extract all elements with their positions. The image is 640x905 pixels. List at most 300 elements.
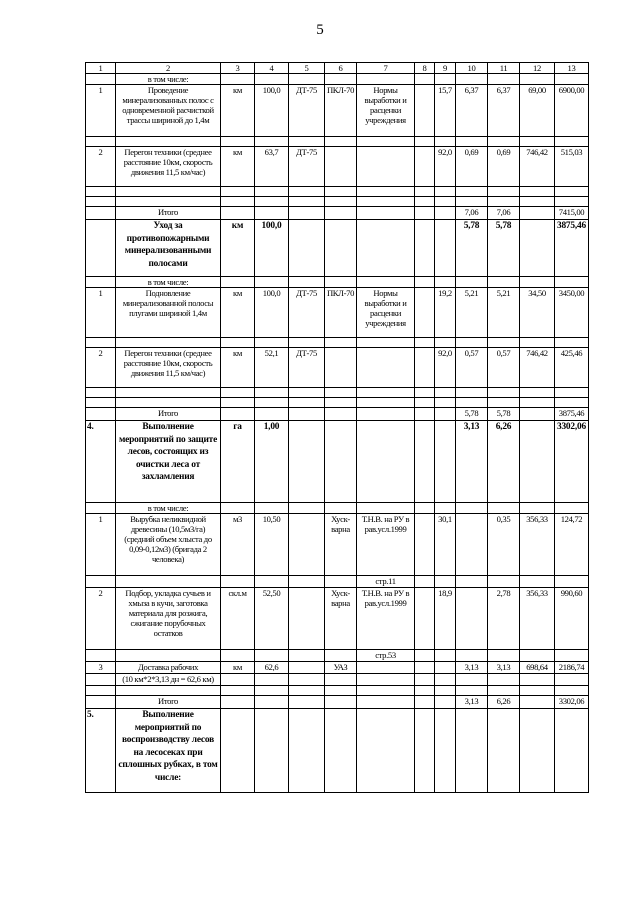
table-cell — [488, 338, 520, 348]
header-cell: 6 — [325, 63, 357, 74]
table-cell: 7,06 — [488, 207, 520, 220]
table-row — [86, 147, 589, 187]
table-cell — [456, 709, 488, 793]
table-cell — [221, 398, 255, 408]
table-cell — [435, 220, 456, 277]
table-cell — [357, 197, 415, 207]
table-cell: 52,1 — [255, 348, 289, 388]
table-cell — [289, 207, 325, 220]
work-description-cell: Перегон техники (среднее расстояние 10км, скорость движения 11,5 км/час) — [116, 348, 221, 388]
table-cell — [86, 576, 116, 588]
work-description-cell — [116, 686, 221, 696]
table-cell — [555, 197, 589, 207]
table-cell — [488, 709, 520, 793]
table-cell — [435, 277, 456, 288]
table-cell — [289, 277, 325, 288]
table-cell — [325, 147, 357, 187]
table-row — [86, 220, 589, 277]
table-cell — [325, 696, 357, 709]
work-description-cell: Итого — [116, 696, 221, 709]
table-cell: 746,42 — [520, 147, 555, 187]
table-cell — [357, 398, 415, 408]
table-cell: ДТ-75 — [289, 348, 325, 388]
table-cell — [357, 147, 415, 187]
table-cell — [86, 137, 116, 147]
table-cell — [435, 674, 456, 686]
works-table — [85, 62, 589, 793]
table-cell: 92,0 — [435, 348, 456, 388]
table-row — [86, 137, 589, 147]
table-cell — [325, 408, 357, 421]
table-cell: 746,42 — [520, 348, 555, 388]
table-cell — [255, 674, 289, 686]
table-cell: 515,03 — [555, 147, 589, 187]
work-description-cell: (10 км*2*3,13 дн = 62,6 км) — [116, 674, 221, 686]
table-cell — [435, 74, 456, 85]
table-cell — [357, 686, 415, 696]
table-row — [86, 398, 589, 408]
table-row — [86, 650, 589, 662]
table-cell — [289, 588, 325, 650]
table-cell — [435, 709, 456, 793]
table-cell — [415, 408, 435, 421]
table-cell: 1 — [86, 514, 116, 576]
table-cell — [255, 398, 289, 408]
table-cell — [520, 709, 555, 793]
table-cell — [435, 187, 456, 197]
table-cell — [325, 197, 357, 207]
table-cell — [415, 338, 435, 348]
work-description-cell: Итого — [116, 408, 221, 421]
work-description-cell: Выполнение мероприятий по защите лесов, состоящих из очистки леса от захламления — [116, 421, 221, 503]
table-cell — [86, 207, 116, 220]
table-cell — [415, 696, 435, 709]
header-cell: 3 — [221, 63, 255, 74]
table-cell — [456, 187, 488, 197]
table-cell — [415, 588, 435, 650]
table-cell: 2186,74 — [555, 662, 589, 674]
table-cell — [325, 398, 357, 408]
table-cell — [221, 137, 255, 147]
table-row — [86, 674, 589, 686]
table-cell — [86, 197, 116, 207]
table-cell — [456, 588, 488, 650]
table-cell — [289, 421, 325, 503]
table-cell: 2 — [86, 348, 116, 388]
table-row — [86, 348, 589, 388]
table-row — [86, 85, 589, 137]
table-cell: 63,7 — [255, 147, 289, 187]
table-cell — [415, 686, 435, 696]
table-cell — [488, 187, 520, 197]
table-cell — [415, 147, 435, 187]
table-cell — [488, 277, 520, 288]
table-cell — [221, 187, 255, 197]
table-cell — [520, 388, 555, 398]
table-cell — [221, 650, 255, 662]
table-cell — [255, 650, 289, 662]
table-cell — [415, 709, 435, 793]
table-cell — [221, 503, 255, 514]
table-cell — [555, 137, 589, 147]
table-cell — [488, 576, 520, 588]
table-cell — [289, 709, 325, 793]
table-cell: 5,21 — [488, 288, 520, 338]
table-cell — [520, 686, 555, 696]
table-cell: 62,6 — [255, 662, 289, 674]
table-cell — [435, 197, 456, 207]
table-cell: км — [221, 220, 255, 277]
table-cell — [435, 576, 456, 588]
table-cell — [435, 421, 456, 503]
table-cell — [357, 388, 415, 398]
table-cell — [456, 197, 488, 207]
table-cell — [325, 338, 357, 348]
header-cell: 4 — [255, 63, 289, 74]
table-row — [86, 662, 589, 674]
table-cell — [488, 674, 520, 686]
table-cell: ДТ-75 — [289, 147, 325, 187]
table-cell: га — [221, 421, 255, 503]
page-number: 5 — [316, 22, 324, 38]
table-cell — [488, 686, 520, 696]
table-row — [86, 514, 589, 576]
table-cell — [435, 137, 456, 147]
table-cell — [555, 709, 589, 793]
table-cell — [520, 421, 555, 503]
table-cell — [456, 137, 488, 147]
table-cell: км — [221, 288, 255, 338]
header-row — [86, 63, 589, 74]
table-cell — [415, 348, 435, 388]
table-cell — [221, 674, 255, 686]
table-cell — [555, 338, 589, 348]
table-cell: 5,21 — [456, 288, 488, 338]
table-cell: 100,0 — [255, 288, 289, 338]
table-row — [86, 588, 589, 650]
table-cell — [325, 576, 357, 588]
table-cell — [221, 576, 255, 588]
table-cell: 10,50 — [255, 514, 289, 576]
table-cell — [435, 696, 456, 709]
work-description-cell — [116, 388, 221, 398]
table-cell: 6,26 — [488, 696, 520, 709]
header-cell: 10 — [456, 63, 488, 74]
table-cell — [289, 662, 325, 674]
table-cell — [520, 503, 555, 514]
table-cell — [86, 220, 116, 277]
table-cell — [221, 709, 255, 793]
table-cell — [357, 207, 415, 220]
table-cell — [488, 398, 520, 408]
work-description-cell: Проведение минерализованных полос с одновременной расчисткой трассы шириной до 1,4м — [116, 85, 221, 137]
header-cell: 12 — [520, 63, 555, 74]
table-cell — [255, 696, 289, 709]
table-cell — [555, 277, 589, 288]
table-cell — [435, 650, 456, 662]
table-cell — [289, 674, 325, 686]
table-cell: 3,13 — [456, 662, 488, 674]
table-cell — [325, 277, 357, 288]
table-cell: 0,57 — [488, 348, 520, 388]
table-cell: Т.Н.В. на РУ в рав.усл.1999 — [357, 588, 415, 650]
table-cell: 7,06 — [456, 207, 488, 220]
table-cell: 100,0 — [255, 220, 289, 277]
table-cell — [289, 187, 325, 197]
table-row — [86, 709, 589, 793]
table-cell: Хуск-варна — [325, 588, 357, 650]
table-cell — [86, 398, 116, 408]
table-row — [86, 503, 589, 514]
table-cell — [357, 220, 415, 277]
table-cell: 92,0 — [435, 147, 456, 187]
table-cell — [289, 576, 325, 588]
table-cell — [520, 137, 555, 147]
table-cell — [86, 686, 116, 696]
header-cell: 9 — [435, 63, 456, 74]
table-cell — [289, 398, 325, 408]
table-cell — [415, 674, 435, 686]
table-cell — [456, 674, 488, 686]
table-cell — [86, 674, 116, 686]
table-cell — [435, 686, 456, 696]
table-cell: 5,78 — [456, 408, 488, 421]
table-cell — [488, 74, 520, 85]
header-cell: 5 — [289, 63, 325, 74]
table-cell: 3875,46 — [555, 220, 589, 277]
table-cell — [415, 662, 435, 674]
table-cell — [357, 338, 415, 348]
table-cell — [456, 576, 488, 588]
table-cell — [357, 137, 415, 147]
table-cell: 5,78 — [488, 408, 520, 421]
header-cell: 13 — [555, 63, 589, 74]
table-cell — [289, 650, 325, 662]
table-cell: 3302,06 — [555, 696, 589, 709]
work-description-cell: Уход за противопожарными минерализованными полосами — [116, 220, 221, 277]
table-cell — [289, 74, 325, 85]
table-cell: 3,13 — [456, 696, 488, 709]
table-cell — [221, 408, 255, 421]
table-cell: 425,46 — [555, 348, 589, 388]
table-cell — [415, 187, 435, 197]
table-cell — [325, 388, 357, 398]
table-cell: 69,00 — [520, 85, 555, 137]
table-cell — [255, 187, 289, 197]
table-cell: Нормы выработки и расценки учреждения — [357, 288, 415, 338]
table-cell — [415, 220, 435, 277]
table-cell — [488, 388, 520, 398]
table-cell — [415, 650, 435, 662]
table-cell — [255, 207, 289, 220]
table-cell — [520, 74, 555, 85]
work-description-cell — [116, 197, 221, 207]
table-row — [86, 576, 589, 588]
table-cell — [415, 514, 435, 576]
table-cell — [435, 503, 456, 514]
table-cell — [255, 686, 289, 696]
table-cell — [255, 338, 289, 348]
table-cell: 2 — [86, 588, 116, 650]
table-cell — [357, 503, 415, 514]
table-cell: стр.53 — [357, 650, 415, 662]
table-cell — [289, 686, 325, 696]
table-cell — [357, 277, 415, 288]
table-cell — [325, 348, 357, 388]
table-cell — [435, 408, 456, 421]
table-cell: 3 — [86, 662, 116, 674]
table-cell: 124,72 — [555, 514, 589, 576]
table-cell — [456, 338, 488, 348]
table-cell — [357, 421, 415, 503]
table-cell — [86, 187, 116, 197]
table-cell — [289, 197, 325, 207]
table-cell — [456, 650, 488, 662]
table-cell: 2,78 — [488, 588, 520, 650]
table-cell — [255, 197, 289, 207]
table-cell — [456, 686, 488, 696]
table-row — [86, 187, 589, 197]
table-cell — [555, 187, 589, 197]
table-cell — [415, 137, 435, 147]
table-cell — [289, 220, 325, 277]
table-cell — [456, 74, 488, 85]
table-cell — [255, 576, 289, 588]
table-cell — [86, 388, 116, 398]
table-cell: 30,1 — [435, 514, 456, 576]
table-cell: 3875,46 — [555, 408, 589, 421]
table-cell — [325, 709, 357, 793]
table-cell — [357, 187, 415, 197]
table-cell — [520, 187, 555, 197]
table-cell — [289, 388, 325, 398]
table-cell — [435, 388, 456, 398]
table-cell — [456, 514, 488, 576]
table-cell — [555, 686, 589, 696]
table-cell: 2 — [86, 147, 116, 187]
table-cell — [221, 197, 255, 207]
table-cell: 3,13 — [456, 421, 488, 503]
table-cell: 19,2 — [435, 288, 456, 338]
table-cell — [555, 650, 589, 662]
table-cell — [86, 650, 116, 662]
table-cell — [289, 503, 325, 514]
table-cell — [435, 338, 456, 348]
table-cell — [357, 674, 415, 686]
table-cell — [255, 388, 289, 398]
table-cell: стр.11 — [357, 576, 415, 588]
table-cell — [255, 408, 289, 421]
table-cell: 6,26 — [488, 421, 520, 503]
table-cell: ДТ-75 — [289, 288, 325, 338]
table-cell: 6,37 — [456, 85, 488, 137]
table-cell: 34,50 — [520, 288, 555, 338]
table-cell — [255, 709, 289, 793]
table-cell — [415, 398, 435, 408]
table-cell — [255, 74, 289, 85]
table-row — [86, 421, 589, 503]
table-cell — [86, 408, 116, 421]
header-cell: 2 — [116, 63, 221, 74]
table-cell — [415, 277, 435, 288]
table-cell — [86, 696, 116, 709]
table-cell — [456, 503, 488, 514]
table-cell: 52,50 — [255, 588, 289, 650]
table-cell: ДТ-75 — [289, 85, 325, 137]
table-cell — [289, 408, 325, 421]
work-description-cell: в том числе: — [116, 74, 221, 85]
work-description-cell: Подновление минерализованной полосы плугами шириной 1,4м — [116, 288, 221, 338]
table-cell: 356,33 — [520, 514, 555, 576]
table-cell: 356,33 — [520, 588, 555, 650]
table-cell: 7415,00 — [555, 207, 589, 220]
table-cell — [415, 85, 435, 137]
table-cell — [221, 388, 255, 398]
table-row — [86, 74, 589, 85]
table-cell — [289, 514, 325, 576]
table-cell — [520, 408, 555, 421]
table-cell — [221, 74, 255, 85]
table-cell — [325, 650, 357, 662]
table-cell — [325, 207, 357, 220]
table-cell — [555, 74, 589, 85]
table-cell: 3450,00 — [555, 288, 589, 338]
table-cell — [415, 388, 435, 398]
table-row — [86, 288, 589, 338]
table-cell: ПКЛ-70 — [325, 288, 357, 338]
table-cell — [555, 398, 589, 408]
table-row — [86, 686, 589, 696]
table-cell: 1 — [86, 85, 116, 137]
table-cell: 5. — [86, 709, 116, 793]
work-description-cell: в том числе: — [116, 277, 221, 288]
table-cell — [255, 277, 289, 288]
table-cell — [357, 74, 415, 85]
table-cell — [325, 220, 357, 277]
table-cell: 1 — [86, 288, 116, 338]
work-description-cell — [116, 137, 221, 147]
table-cell — [555, 674, 589, 686]
table-cell: ПКЛ-70 — [325, 85, 357, 137]
table-cell — [221, 338, 255, 348]
table-cell: 100,0 — [255, 85, 289, 137]
table-cell: 6,37 — [488, 85, 520, 137]
table-cell — [415, 503, 435, 514]
table-cell — [488, 137, 520, 147]
table-cell: км — [221, 348, 255, 388]
table-cell — [520, 650, 555, 662]
table-cell — [357, 348, 415, 388]
table-cell: 0,35 — [488, 514, 520, 576]
table-cell — [357, 408, 415, 421]
table-cell — [357, 662, 415, 674]
table-row — [86, 197, 589, 207]
table-cell — [555, 576, 589, 588]
table-cell — [221, 686, 255, 696]
table-cell: Хуск-варна — [325, 514, 357, 576]
table-cell: Т.Н.В. на РУ в рав.усл.1999 — [357, 514, 415, 576]
table-cell — [488, 650, 520, 662]
header-cell: 7 — [357, 63, 415, 74]
table-cell — [520, 576, 555, 588]
table-cell: км — [221, 662, 255, 674]
table-cell: 5,78 — [456, 220, 488, 277]
work-description-cell: Выполнение мероприятий по воспроизводству лесов на лесосеках при сплошных рубках, в том числе: — [116, 709, 221, 793]
work-description-cell — [116, 650, 221, 662]
table-cell — [86, 277, 116, 288]
table-row — [86, 696, 589, 709]
table-cell — [520, 220, 555, 277]
